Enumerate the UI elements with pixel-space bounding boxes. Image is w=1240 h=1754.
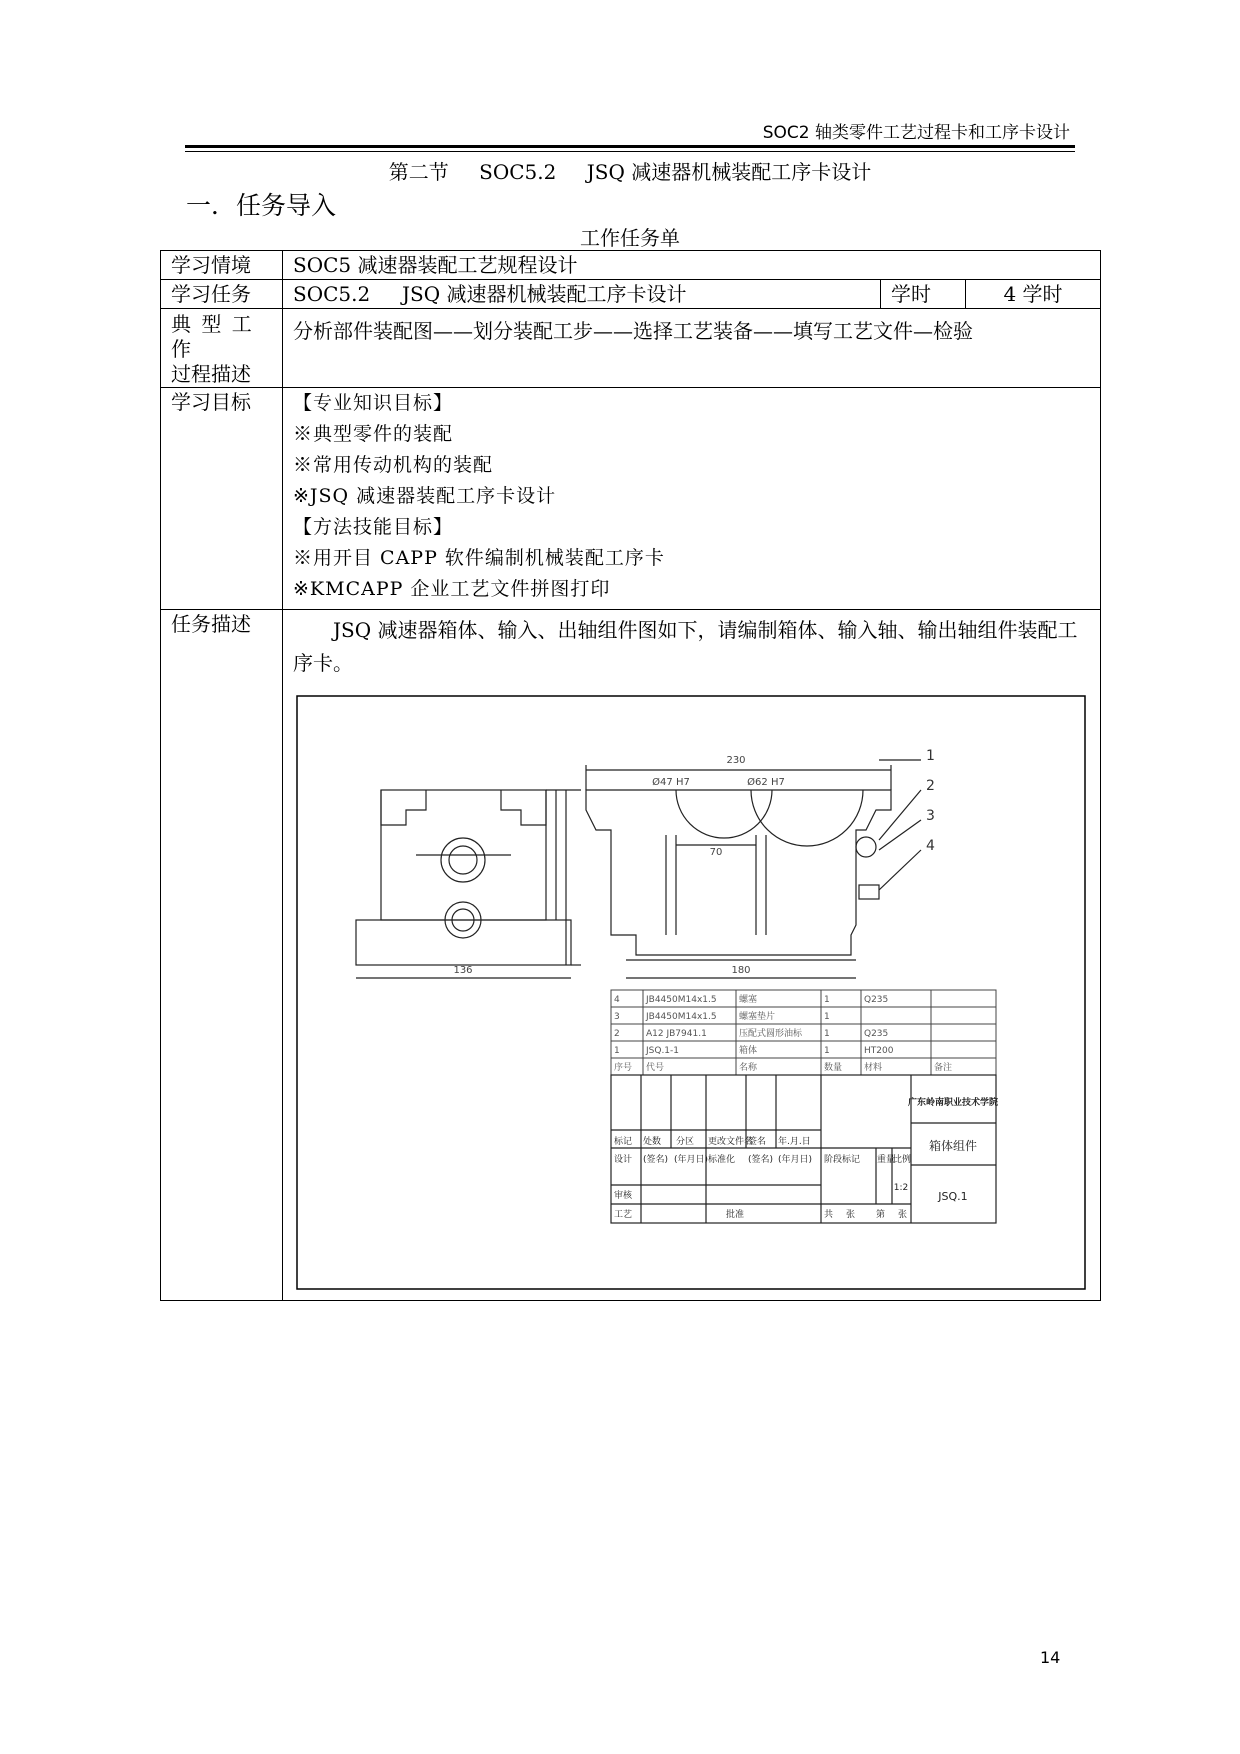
dim-bore2: Ø62 H7 xyxy=(747,777,785,788)
tb-cell: 比例 xyxy=(893,1155,912,1165)
tb-cell: 设计 xyxy=(614,1155,633,1165)
bom-cell: A12 JB7941.1 xyxy=(646,1029,707,1039)
balloons xyxy=(926,748,935,854)
section-heading: 一．任务导入 xyxy=(186,191,337,220)
balloon-label: 2 xyxy=(926,778,935,794)
scale: 1:2 xyxy=(893,1183,909,1193)
dimension-labels xyxy=(453,755,784,976)
tb-cell: (签名) xyxy=(643,1155,669,1165)
bom-cell: 3 xyxy=(614,1012,620,1022)
goal-item: 【专业知识目标】 xyxy=(293,392,454,414)
dim-base: 180 xyxy=(731,965,751,976)
goals-list xyxy=(283,388,1101,610)
hours-value: 4 学时 xyxy=(966,280,1101,309)
section-name: JSQ 减速器机械装配工序卡设计 xyxy=(586,160,872,184)
dim-center: 70 xyxy=(709,847,723,858)
tb-cell: 审核 xyxy=(614,1191,633,1201)
dim-side-width: 136 xyxy=(453,965,473,976)
header-rule-thin xyxy=(185,151,1075,152)
goal-item: 【方法技能目标】 xyxy=(293,516,454,538)
bom-cell: 箱体 xyxy=(739,1046,758,1056)
tb-cell: 年.月.日 xyxy=(778,1137,811,1147)
tb-cell: 重量 xyxy=(877,1155,896,1165)
bom-header-cell: 材料 xyxy=(864,1063,883,1073)
tb-cell: 标准化 xyxy=(708,1155,736,1165)
assembly-drawing xyxy=(296,695,1086,1290)
table-caption: 工作任务单 xyxy=(580,226,680,250)
drawing-no: JSQ.1 xyxy=(938,1190,968,1203)
bom-text xyxy=(614,993,952,1073)
goal-item: ※用开目 CAPP 软件编制机械装配工序卡 xyxy=(293,547,665,569)
task-value xyxy=(283,280,881,309)
task-table xyxy=(160,250,1101,1301)
goal-item: ※典型零件的装配 xyxy=(293,423,454,445)
bom-cell: 螺塞 xyxy=(739,995,758,1005)
bom-cell: 1 xyxy=(824,1046,830,1056)
bom-header-cell: 名称 xyxy=(739,1063,758,1073)
goal-item: ※KMCAPP 企业工艺文件拼图打印 xyxy=(293,578,611,600)
goals-label: 学习目标 xyxy=(161,388,283,610)
section-title xyxy=(185,156,1075,185)
process-value: 分析部件装配图——划分装配工步——选择工艺装备——填写工艺文件—检验 xyxy=(283,309,1101,388)
tb-cell: 共 xyxy=(824,1210,834,1220)
tb-cell: 签名 xyxy=(748,1137,767,1147)
bom-cell: Q235 xyxy=(864,1029,889,1039)
dim-bore1: Ø47 H7 xyxy=(652,777,690,788)
bom-cell: 2 xyxy=(614,1029,620,1039)
balloon-label: 1 xyxy=(926,748,935,764)
bom-cell: 压配式圆形油标 xyxy=(739,1029,803,1039)
dim-total-width: 230 xyxy=(726,755,746,766)
part-name: 箱体组件 xyxy=(928,1139,978,1153)
task-name: JSQ 减速器机械装配工序卡设计 xyxy=(402,282,687,306)
goal-item: ※常用传动机构的装配 xyxy=(293,454,494,476)
tb-cell: 阶段标记 xyxy=(824,1155,861,1165)
process-label xyxy=(161,309,283,388)
bom-cell: 1 xyxy=(614,1046,620,1056)
bom-cell: JSQ.1-1 xyxy=(646,1046,680,1056)
tb-cell: 张 xyxy=(846,1210,856,1220)
bom-cell: Q235 xyxy=(864,995,889,1005)
bom-header-cell: 序号 xyxy=(614,1063,633,1073)
tb-cell: 分区 xyxy=(676,1137,695,1147)
front-view xyxy=(586,760,921,978)
situation-label: 学习情境 xyxy=(161,251,283,280)
tb-cell: 第 xyxy=(876,1210,886,1220)
tb-cell: 标记 xyxy=(614,1137,633,1147)
description-label: 任务描述 xyxy=(161,610,283,1301)
bom-cell: 1 xyxy=(824,1012,830,1022)
task-code: SOC5.2 xyxy=(293,282,371,306)
bom-cell: 1 xyxy=(824,995,830,1005)
balloon-label: 4 xyxy=(926,838,935,854)
tb-cell: 更改文件名 xyxy=(708,1137,754,1147)
section-code: SOC5.2 xyxy=(479,160,557,184)
tb-cell: (签名) xyxy=(748,1155,774,1165)
bom-cell: 螺塞垫片 xyxy=(739,1012,776,1022)
tb-cell: 工艺 xyxy=(614,1210,633,1220)
row-situation xyxy=(161,251,1101,280)
bom-cell: JB4450M14x1.5 xyxy=(646,995,717,1005)
bom-cell: 4 xyxy=(614,995,620,1005)
tb-cell: (年月日) xyxy=(674,1155,709,1165)
tb-cell: 批准 xyxy=(726,1210,745,1220)
row-process xyxy=(161,309,1101,388)
tb-cell: 张 xyxy=(898,1210,908,1220)
description-cell xyxy=(283,610,1101,1301)
title-block-text xyxy=(614,1096,999,1220)
bom-header-cell: 备注 xyxy=(934,1063,953,1073)
bom-header-cell: 数量 xyxy=(824,1063,843,1073)
goal-item: ※JSQ 减速器装配工序卡设计 xyxy=(293,485,557,507)
process-label-line2: 过程描述 xyxy=(171,362,251,386)
hours-label: 学时 xyxy=(881,280,966,309)
tb-cell: (年月日) xyxy=(778,1155,813,1165)
bom-cell: HT200 xyxy=(864,1046,894,1056)
process-label-line1: 典 型 工 作 xyxy=(171,312,254,361)
description-text: JSQ 减速器箱体、输入、出轴组件图如下，请编制箱体、输入轴、输出轴组件装配工序卡。 xyxy=(293,618,1078,675)
side-view xyxy=(356,790,581,978)
bom-header-cell: 代号 xyxy=(646,1063,665,1073)
row-goals xyxy=(161,388,1101,610)
balloon-label: 3 xyxy=(926,808,935,824)
company-name: 广东岭南职业技术学院 xyxy=(907,1098,999,1108)
row-task xyxy=(161,280,1101,309)
tb-cell: 处数 xyxy=(643,1137,662,1147)
page-number: 14 xyxy=(1040,1648,1061,1667)
header-rule-thick xyxy=(185,145,1075,148)
row-description xyxy=(161,610,1101,1301)
section-prefix: 第二节 xyxy=(388,160,449,184)
task-label: 学习任务 xyxy=(161,280,283,309)
bom-cell: 1 xyxy=(824,1029,830,1039)
bom-cell: JB4450M14x1.5 xyxy=(646,1012,717,1022)
situation-value: SOC5 减速器装配工艺规程设计 xyxy=(283,251,1101,280)
running-header: SOC2 轴类零件工艺过程卡和工序卡设计 xyxy=(762,123,1070,143)
